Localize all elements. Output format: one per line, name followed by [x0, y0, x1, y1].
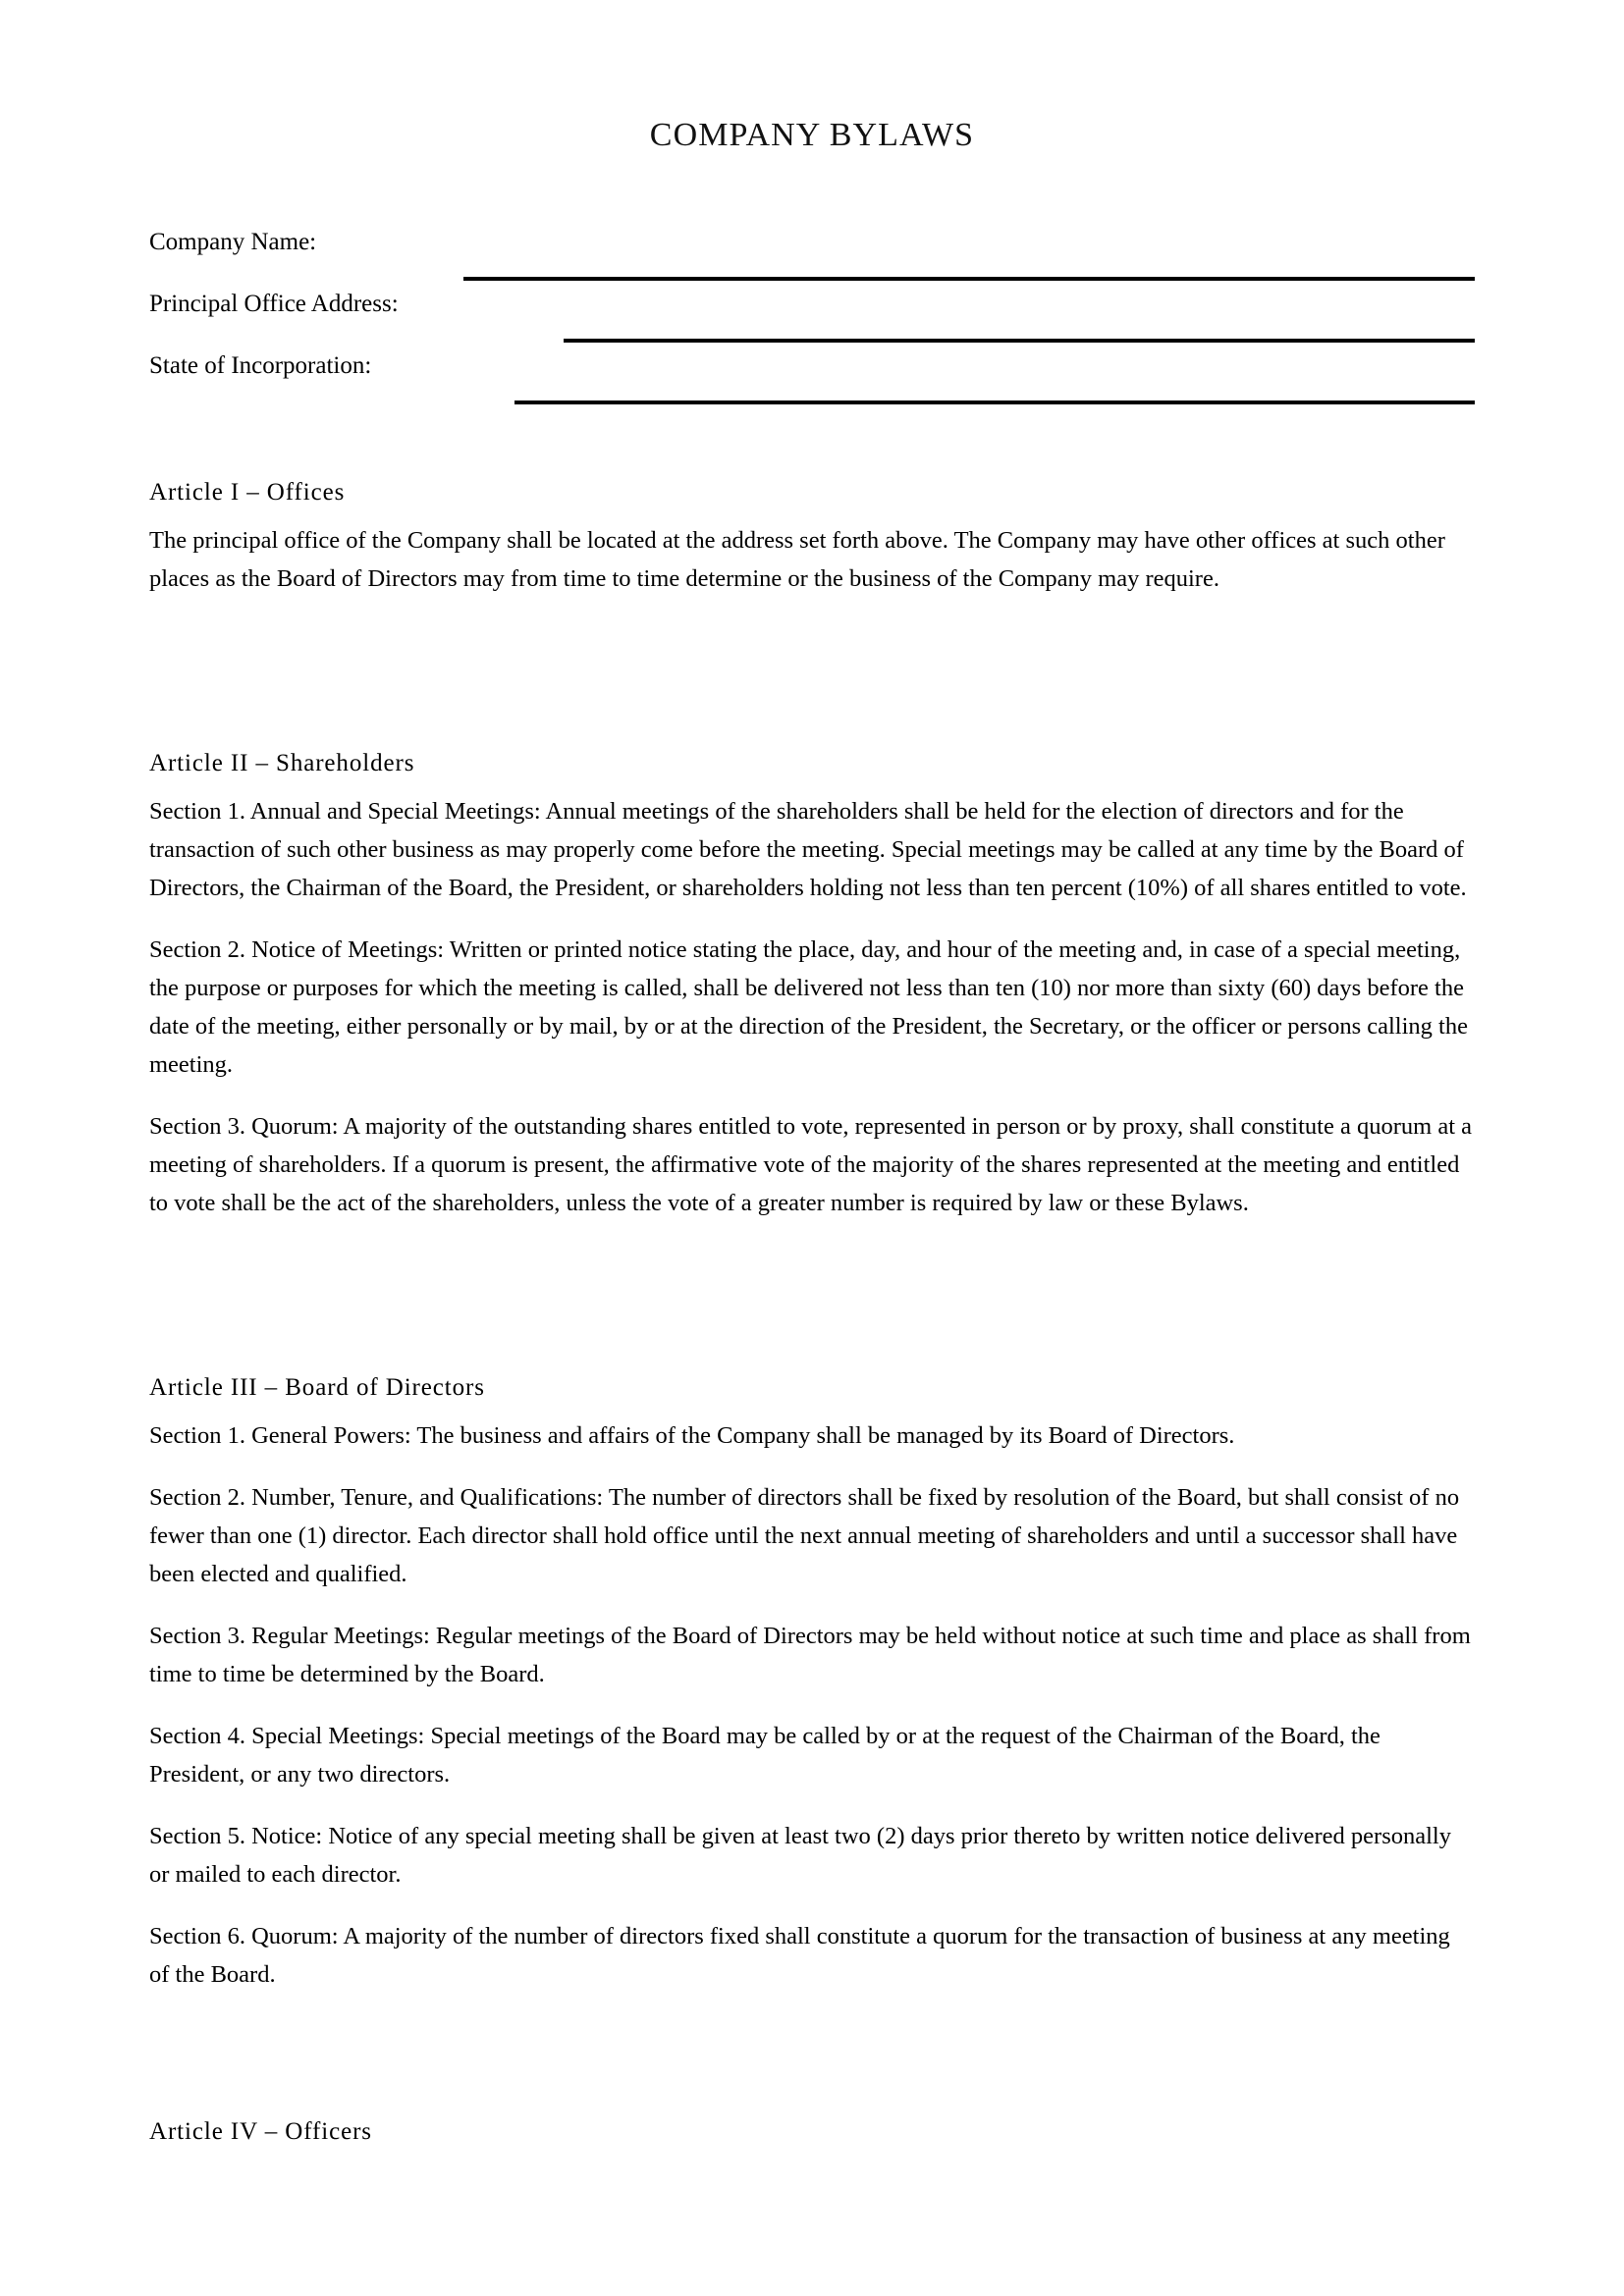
section-spacer: [149, 1994, 1475, 2053]
article-iii-section-3: Section 3. Regular Meetings: Regular meetings of the Board of Directors may be held without notice at such time and place as shall from time to time be determined by the Board.: [149, 1622, 1471, 1687]
company-name-label: Company Name:: [149, 228, 317, 255]
article-iii-section-6: Section 6. Quorum: A majority of the number of directors fixed shall constitute a quorum for the transaction of business at any meeting of the Board.: [149, 1922, 1450, 1988]
article-iv-heading: Article IV – Officers: [149, 2117, 372, 2145]
state-of-incorporation-input[interactable]: [514, 400, 1475, 404]
article-i-paragraph-1: The principal office of the Company shall be located at the address set forth above. The Company may have other offices at such other places as the Board of Directors may from time to time determine or the business of the Company may require.: [149, 526, 1445, 592]
company-details-fields: [149, 228, 1475, 413]
company-name-input[interactable]: [463, 277, 1475, 281]
field-row-company-name: [149, 228, 1475, 290]
article-iii-heading: Article III – Board of Directors: [149, 1373, 485, 1401]
article-iii-section-1: Section 1. General Powers: The business and affairs of the Company shall be managed by its Board of Directors.: [149, 1421, 1235, 1449]
article-ii-section-2: Section 2. Notice of Meetings: Written or printed notice stating the place, day, and hour of the meeting and, in case of a special meeting, the purpose or purposes for which the meeting is called, shall be delivered not less than ten (10) nor more than sixty (60) days before the date of the meeting, either personally or by mail, by or at the direction of the President, the Secretary, or the officer or persons calling the meeting.: [149, 935, 1468, 1078]
article-i: [149, 478, 1475, 598]
article-iii-section-2: Section 2. Number, Tenure, and Qualifications: The number of directors shall be fixed by resolution of the Board, but shall consist of no fewer than one (1) director. Each director shall hold office until the next annual meeting of shareholders and until a successor shall have been elected and qualified.: [149, 1483, 1460, 1587]
page-title: COMPANY BYLAWS: [649, 117, 975, 153]
article-ii-heading: Article II – Shareholders: [149, 749, 415, 776]
principal-office-address-input[interactable]: [564, 339, 1475, 343]
article-iii-section-4: Section 4. Special Meetings: Special meetings of the Board may be called by or at the request of the Chairman of the Board, the President, or any two directors.: [149, 1722, 1380, 1788]
field-row-state-of-incorporation: [149, 351, 1475, 413]
state-of-incorporation-label: State of Incorporation:: [149, 351, 372, 379]
section-spacer: [149, 598, 1475, 684]
section-spacer: [149, 1222, 1475, 1308]
article-iii: [149, 1373, 1475, 1994]
article-ii: [149, 749, 1475, 1222]
document-body: [149, 0, 1475, 2161]
principal-office-address-label: Principal Office Address:: [149, 290, 399, 317]
article-iii-section-5: Section 5. Notice: Notice of any special meeting shall be given at least two (2) days prior thereto by written notice delivered personally or mailed to each director.: [149, 1822, 1451, 1888]
article-ii-section-3: Section 3. Quorum: A majority of the outstanding shares entitled to vote, represented in person or by proxy, shall constitute a quorum at a meeting of shareholders. If a quorum is present, the affirmative vote of the majority of the shares represented at the meeting and entitled to vote shall be the act of the shareholders, unless the vote of a greater number is required by law or these Bylaws.: [149, 1112, 1472, 1216]
article-ii-section-1: Section 1. Annual and Special Meetings: Annual meetings of the shareholders shall be held for the election of directors and for the transaction of such other business as may properly come before the meeting. Special meetings may be called at any time by the Board of Directors, the Chairman of the Board, the President, or shareholders holding not less than ten percent (10%) of all shares entitled to vote.: [149, 797, 1467, 901]
article-i-heading: Article I – Offices: [149, 478, 346, 506]
field-row-principal-office-address: [149, 290, 1475, 351]
article-iv: [149, 2117, 1475, 2147]
